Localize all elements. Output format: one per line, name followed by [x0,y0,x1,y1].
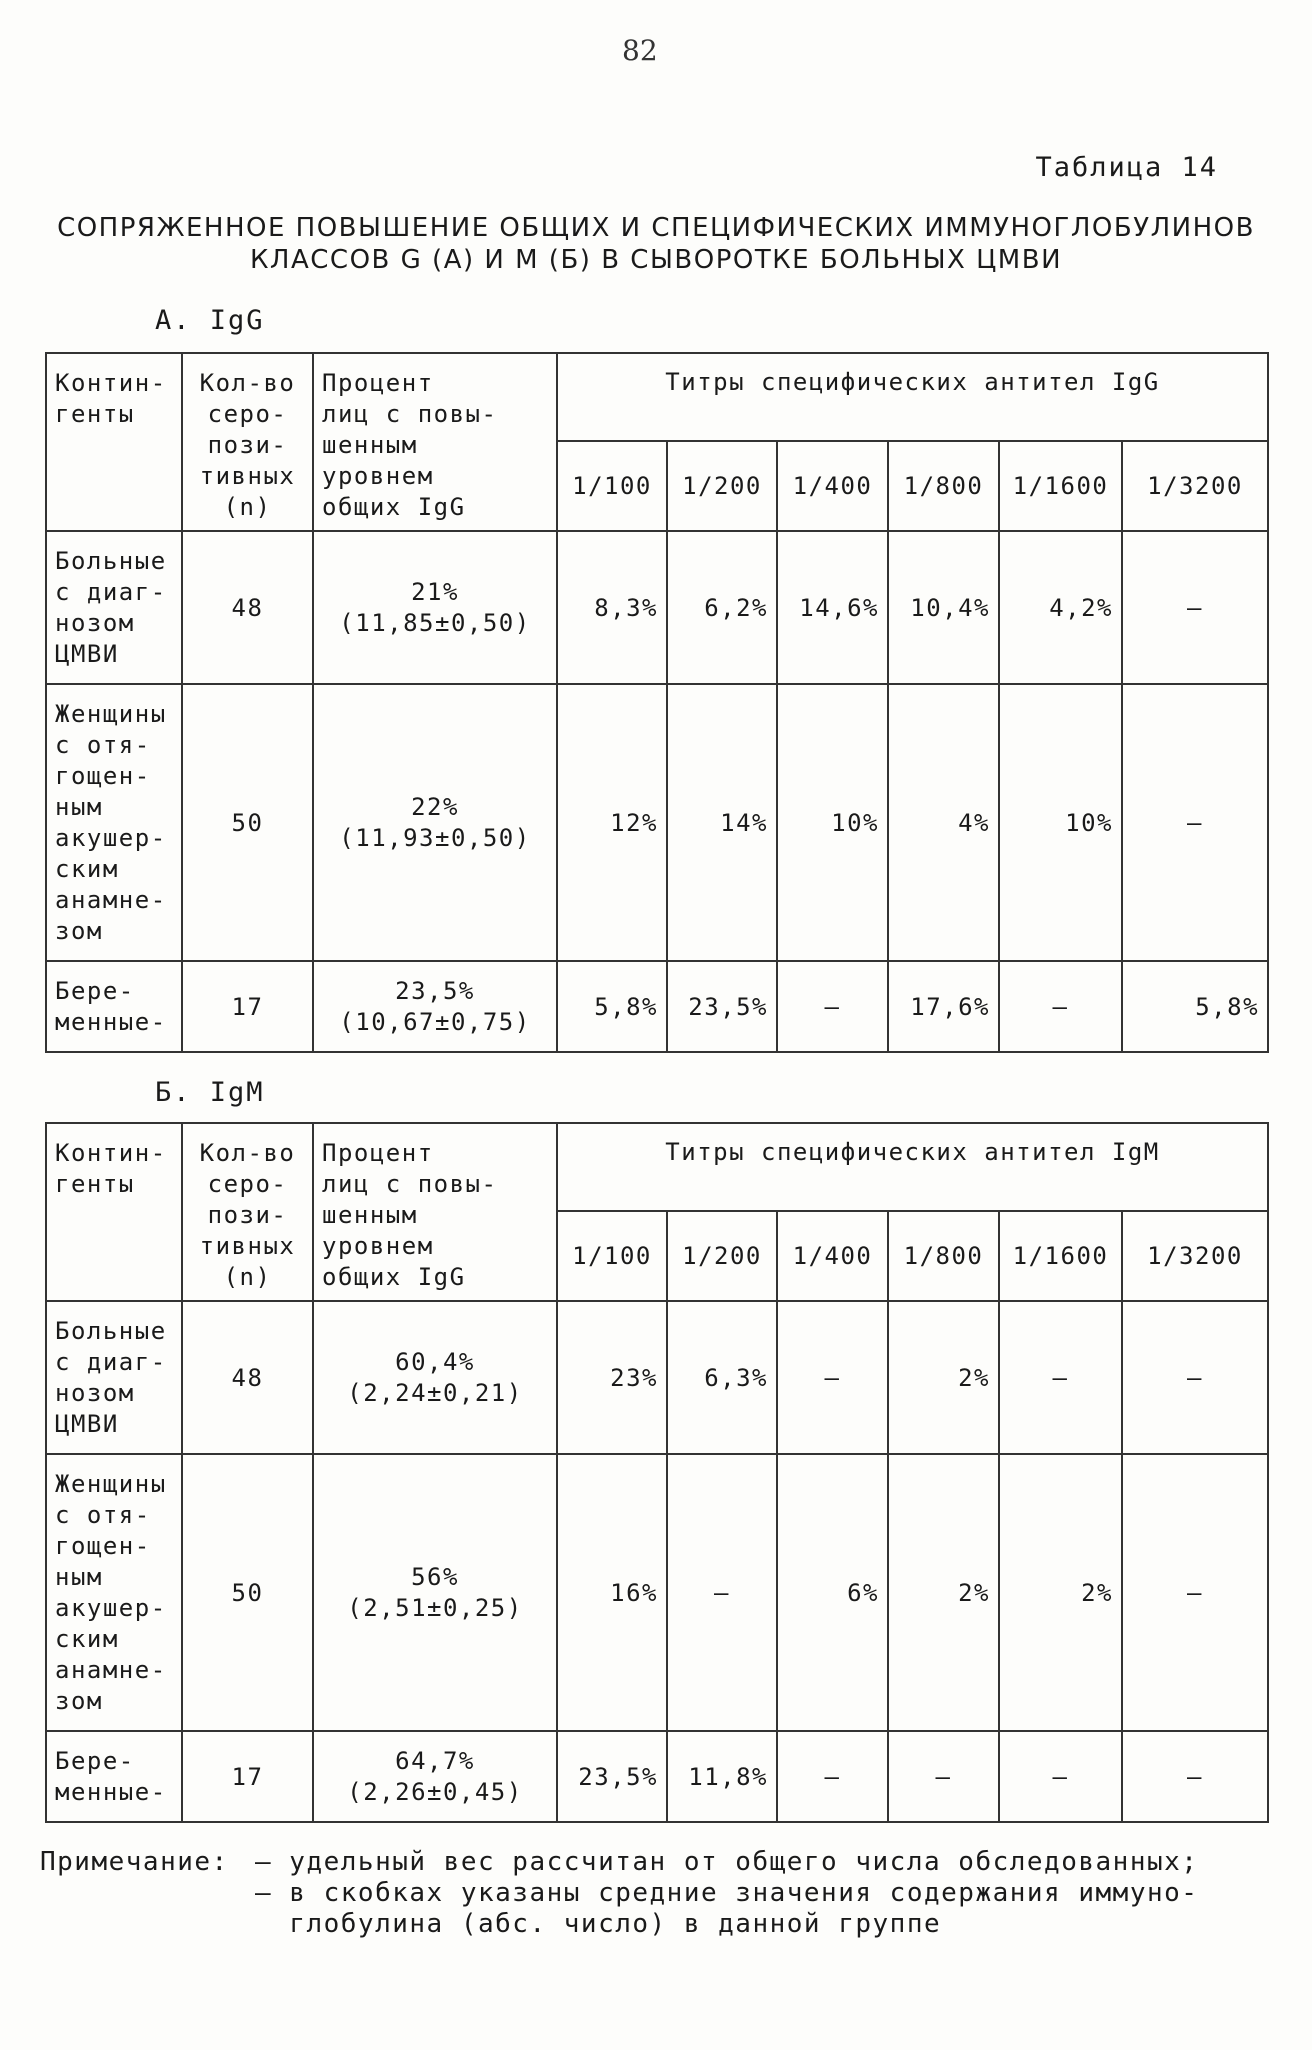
group-name-line: Женщины [55,1469,167,1498]
header-text: шенным [322,1201,418,1229]
header-text: лиц с повы- [322,1170,498,1198]
group-name-line: менные- [55,1777,167,1806]
igm-table [45,1122,1269,1823]
group-name-line: Бере- [55,976,135,1005]
percent-value: 64,7% [395,1746,475,1775]
header-titer: 1/800 [888,1211,999,1301]
header-text: уровнем [322,1232,434,1260]
header-text: Контин- [55,1139,167,1167]
cell-group-name [46,531,182,684]
percent-value: 21% [411,577,459,606]
cell-titer-value: – [999,1731,1122,1822]
header-text: Кол-во [199,369,296,397]
cell-titer-value: 6% [777,1454,888,1731]
cell-titer-value: 4,2% [999,531,1122,684]
mean-value: (11,93±0,50) [339,823,531,852]
mean-value: (11,85±0,50) [339,608,531,637]
header-titer: 1/3200 [1122,441,1268,531]
group-name-line: Больные [55,1316,167,1345]
header-titer: 1/1600 [999,441,1122,531]
table-label: Таблица 14 [1035,152,1218,183]
cell-titer-value: 2% [999,1454,1122,1731]
cell-count: 17 [182,961,313,1052]
header-contingents [46,1123,182,1301]
group-name-line: нозом [55,1378,135,1407]
cell-titer-value: 23,5% [557,1731,667,1822]
header-titer: 1/400 [777,441,888,531]
header-titer: 1/100 [557,1211,667,1301]
header-titers-title: Титры специфических антител IgG [557,353,1268,441]
cell-titer-value: – [999,1301,1122,1454]
cell-percent [313,1731,557,1822]
group-name-line: ЦМВИ [55,639,119,668]
group-name-line: Женщины [55,699,167,728]
cell-titer-value: 10,4% [888,531,999,684]
cell-group-name [46,961,182,1052]
table-row [46,684,1268,961]
percent-value: 23,5% [395,976,475,1005]
footnote-line-2: – в скобках указаны средние значения содержания иммуно- [255,1878,1199,1908]
cell-titer-value: 23% [557,1301,667,1454]
header-row [46,1123,1268,1211]
header-titer: 1/1600 [999,1211,1122,1301]
header-text: (n) [223,493,272,521]
cell-titer-value: 5,8% [1122,961,1268,1052]
cell-titer-value: – [777,961,888,1052]
group-name-line: акушер- [55,823,167,852]
header-text: лиц с повы- [322,400,498,428]
group-name-line: анамне- [55,1655,167,1684]
header-text: пози- [207,1201,288,1229]
cell-titer-value: 6,3% [667,1301,777,1454]
cell-group-name [46,1301,182,1454]
group-name-line: зом [55,1686,103,1715]
group-name-line: ным [55,1562,103,1591]
cell-percent [313,684,557,961]
header-titer: 1/400 [777,1211,888,1301]
footnote-line-3: глобулина (абс. число) в данной группе [255,1909,942,1939]
cell-titer-value: – [667,1454,777,1731]
cell-percent [313,961,557,1052]
group-name-line: ным [55,792,103,821]
cell-group-name [46,1454,182,1731]
percent-value: 56% [411,1562,459,1591]
cell-titer-value: – [777,1731,888,1822]
table-row [46,1301,1268,1454]
table-row [46,531,1268,684]
header-contingents [46,353,182,531]
header-text: (n) [223,1263,272,1291]
header-elevated-percent [313,1123,557,1301]
group-name-line: ЦМВИ [55,1409,119,1438]
mean-value: (2,26±0,45) [347,1777,523,1806]
group-name-line: гощен- [55,761,151,790]
cell-count: 50 [182,684,313,961]
header-titers-title: Титры специфических антител IgM [557,1123,1268,1211]
cell-titer-value: 8,3% [557,531,667,684]
cell-titer-value: 16% [557,1454,667,1731]
cell-titer-value: 6,2% [667,531,777,684]
section-b-label: Б. IgM [155,1077,265,1108]
cell-titer-value: 14,6% [777,531,888,684]
group-name-line: с отя- [55,1500,151,1529]
header-text: общих IgG [322,493,466,521]
header-text: шенным [322,431,418,459]
cell-titer-value: – [1122,1454,1268,1731]
header-text: тивных [199,1232,296,1260]
header-elevated-percent [313,353,557,531]
group-name-line: Больные [55,546,167,575]
mean-value: (2,51±0,25) [347,1593,523,1622]
section-a-label: А. IgG [155,305,265,336]
header-titer: 1/200 [667,441,777,531]
cell-percent [313,1454,557,1731]
cell-titer-value: 23,5% [667,961,777,1052]
header-text: пози- [207,431,288,459]
header-seropositive-count [182,353,313,531]
header-text: Процент [322,369,434,397]
cell-titer-value: – [888,1731,999,1822]
group-name-line: с отя- [55,730,151,759]
header-text: серо- [207,1170,288,1198]
cell-titer-value: – [1122,1301,1268,1454]
group-name-line: анамне- [55,885,167,914]
cell-titer-value: 10% [777,684,888,961]
group-name-line: Бере- [55,1746,135,1775]
header-titer: 1/200 [667,1211,777,1301]
group-name-line: зом [55,916,103,945]
group-name-line: с диаг- [55,577,167,606]
header-text: Контин- [55,369,167,397]
header-text: генты [55,1170,135,1198]
group-name-line: ским [55,854,119,883]
cell-titer-value: – [1122,684,1268,961]
footnote-line-1: – удельный вес рассчитан от общего числа обследованных; [255,1847,1199,1877]
cell-titer-value: 4% [888,684,999,961]
header-text: уровнем [322,462,434,490]
cell-titer-value: 10% [999,684,1122,961]
percent-value: 22% [411,792,459,821]
percent-value: 60,4% [395,1347,475,1376]
group-name-line: ским [55,1624,119,1653]
header-seropositive-count [182,1123,313,1301]
cell-titer-value: – [777,1301,888,1454]
group-name-line: акушер- [55,1593,167,1622]
cell-count: 50 [182,1454,313,1731]
group-name-line: гощен- [55,1531,151,1560]
cell-titer-value: – [999,961,1122,1052]
group-name-line: с диаг- [55,1347,167,1376]
cell-titer-value: 5,8% [557,961,667,1052]
cell-percent [313,1301,557,1454]
heading-line-2: КЛАССОВ G (А) И М (Б) В СЫВОРОТКЕ БОЛЬНЫХ ЦМВИ [249,245,1063,275]
header-titer: 1/800 [888,441,999,531]
cell-titer-value: 17,6% [888,961,999,1052]
cell-titer-value: 2% [888,1301,999,1454]
header-text: генты [55,400,135,428]
cell-count: 17 [182,1731,313,1822]
table-row [46,1454,1268,1731]
header-text: Кол-во [199,1139,296,1167]
cell-titer-value: 12% [557,684,667,961]
header-text: тивных [199,462,296,490]
heading-line-1: СОПРЯЖЕННОЕ ПОВЫШЕНИЕ ОБЩИХ И СПЕЦИФИЧЕСКИХ ИММУНОГЛОБУЛИНОВ [57,213,1255,243]
mean-value: (2,24±0,21) [347,1378,523,1407]
group-name-line: менные- [55,1007,167,1036]
header-row [46,353,1268,441]
header-titer: 1/3200 [1122,1211,1268,1301]
cell-titer-value: – [1122,531,1268,684]
igg-table [45,352,1269,1053]
cell-titer-value: 14% [667,684,777,961]
table-heading [0,212,1312,276]
cell-titer-value: – [1122,1731,1268,1822]
cell-group-name [46,1731,182,1822]
group-name-line: нозом [55,608,135,637]
page-number: 82 [622,34,658,67]
header-titer: 1/100 [557,441,667,531]
cell-titer-value: 2% [888,1454,999,1731]
header-text: серо- [207,400,288,428]
header-text: Процент [322,1139,434,1167]
table-row [46,1731,1268,1822]
mean-value: (10,67±0,75) [339,1007,531,1036]
cell-count: 48 [182,531,313,684]
cell-count: 48 [182,1301,313,1454]
footnote-label: Примечание: [40,1847,229,1877]
header-text: общих IgG [322,1263,466,1291]
table-row [46,961,1268,1052]
cell-group-name [46,684,182,961]
cell-titer-value: 11,8% [667,1731,777,1822]
cell-percent [313,531,557,684]
